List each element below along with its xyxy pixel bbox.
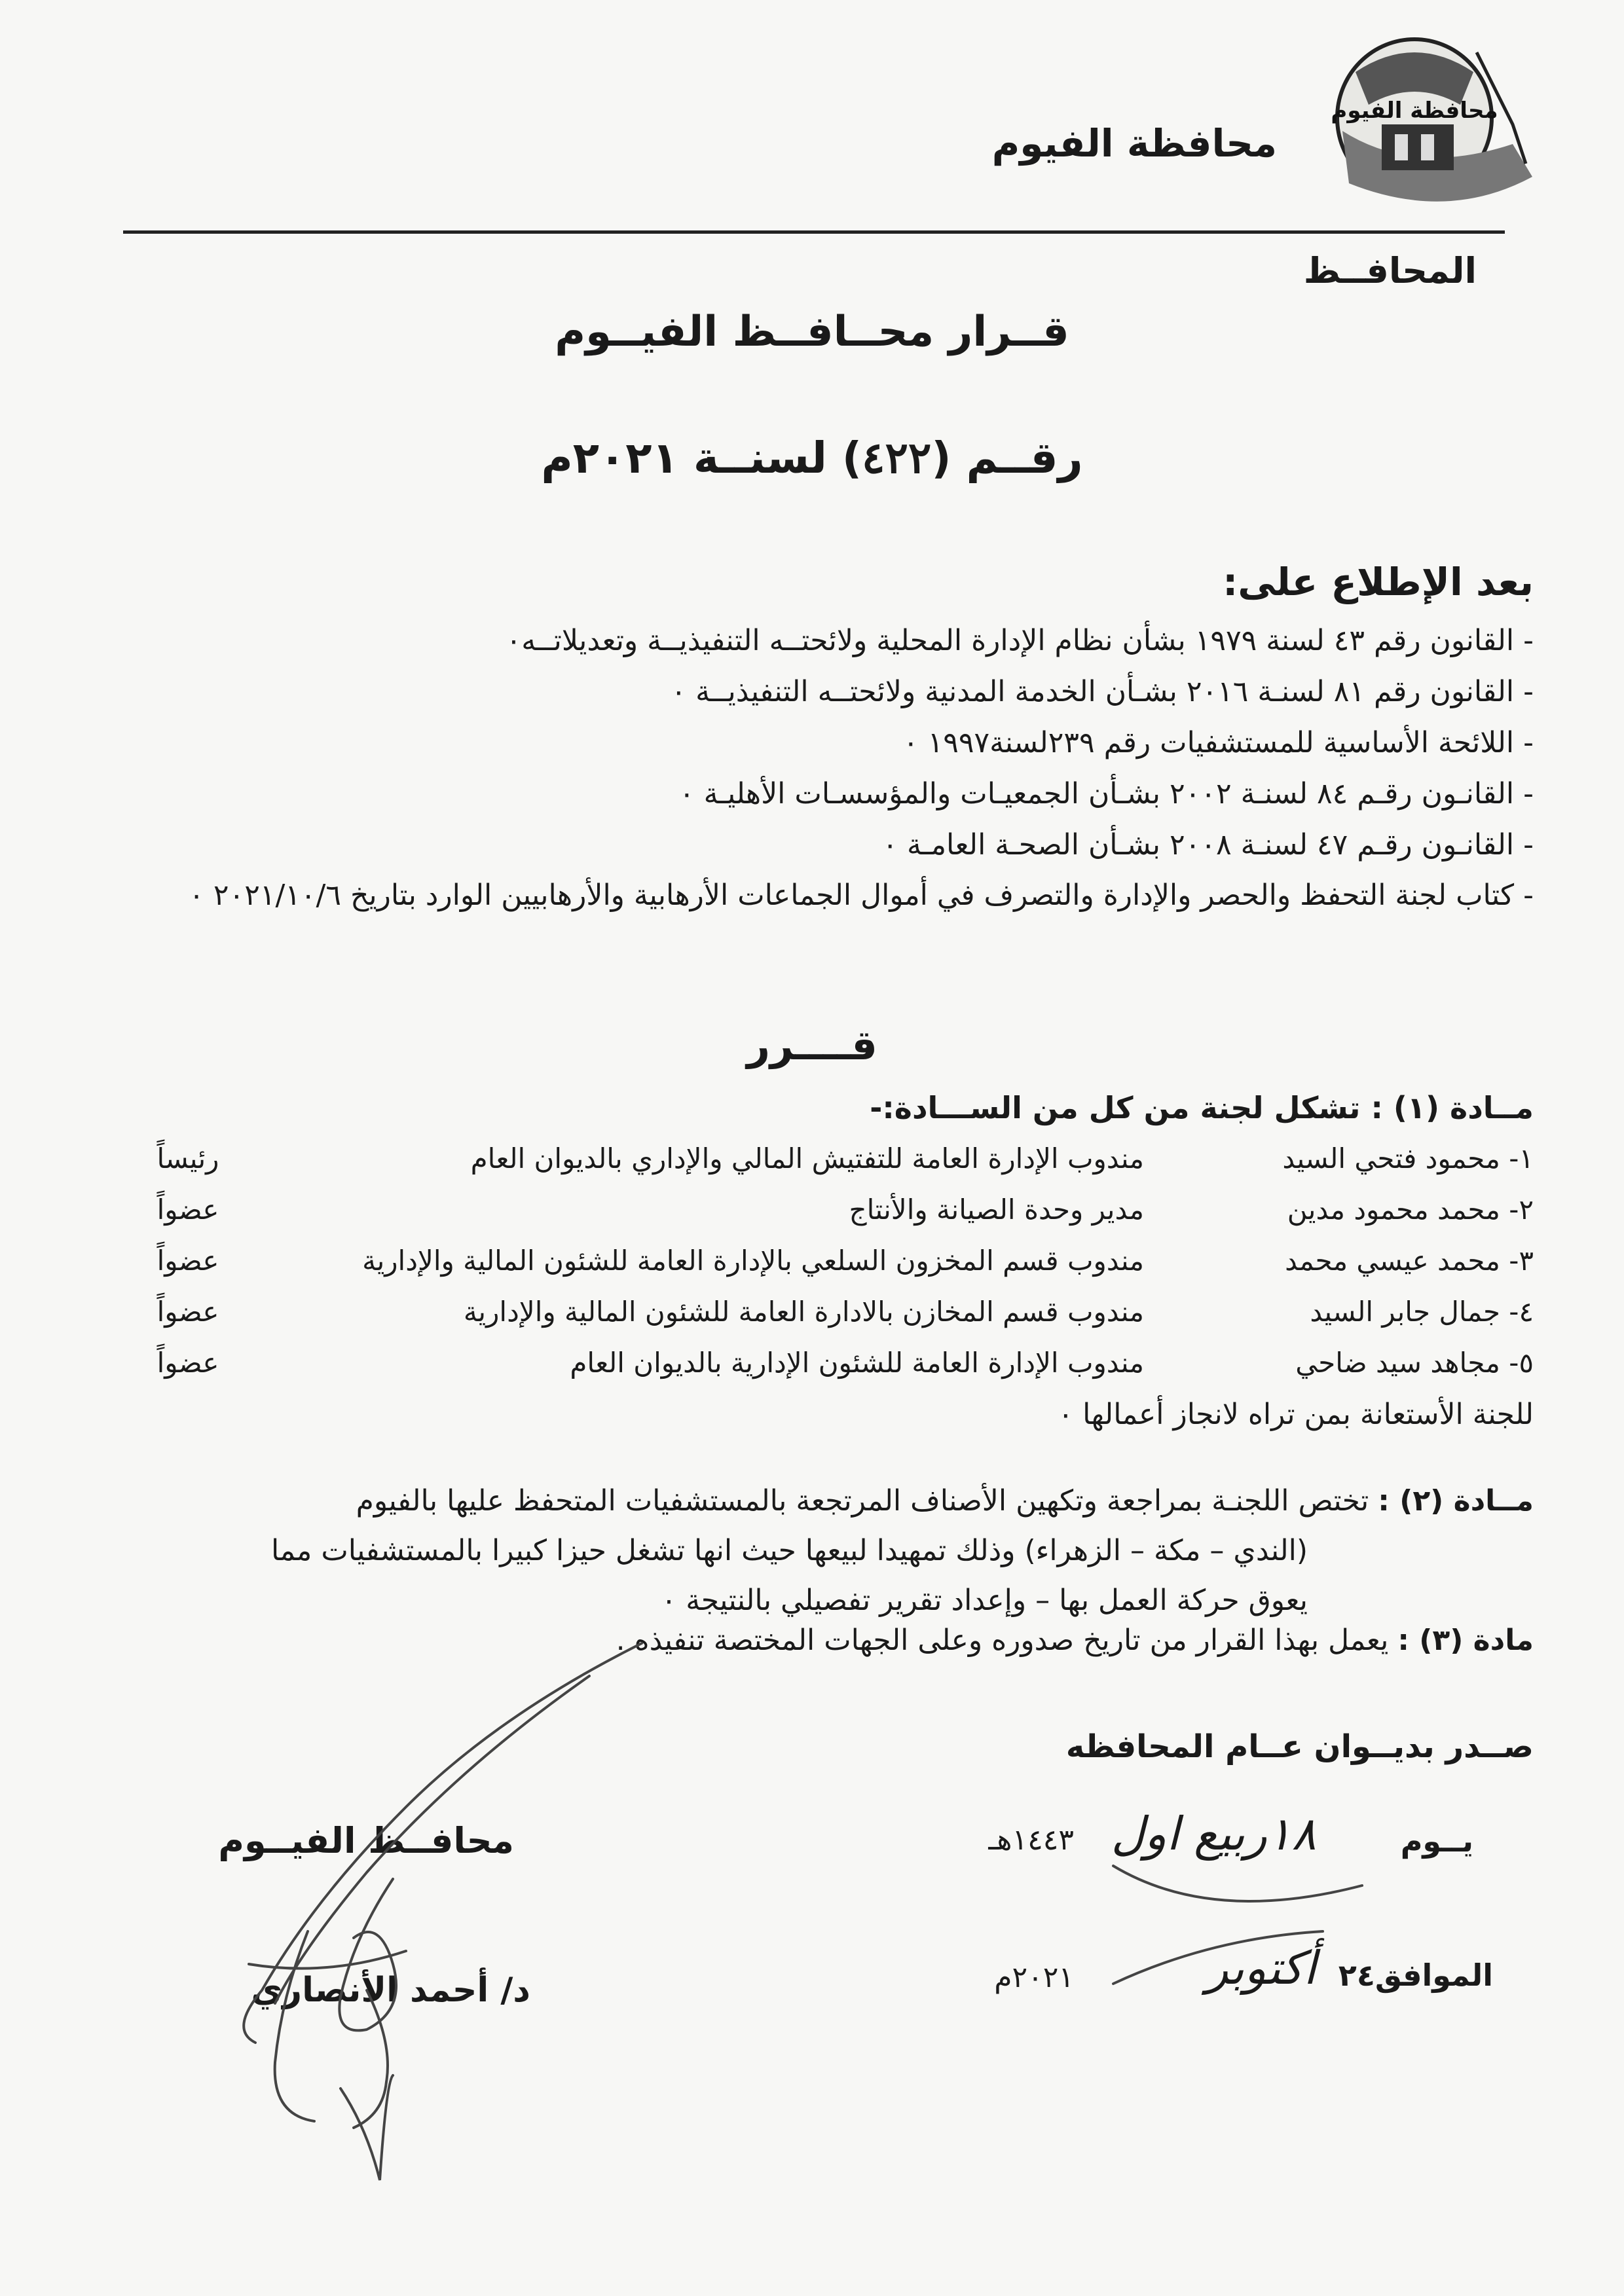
hijri-year: ١٤٤٣هـ xyxy=(988,1823,1074,1857)
decision-number-value: ٤٢٢ xyxy=(862,432,932,483)
article-2 xyxy=(93,1476,1534,1626)
committee-members xyxy=(139,1142,1534,1398)
day-label: يــوم xyxy=(1400,1823,1473,1859)
article-3 xyxy=(616,1624,1534,1657)
decision-title: قــرار محــافــظ الفيــوم xyxy=(555,308,1069,356)
member-role: عضواً xyxy=(157,1347,219,1379)
member-row xyxy=(139,1347,1534,1398)
member-role: عضواً xyxy=(157,1194,219,1226)
member-name: ٣- محمد عيسي محمد xyxy=(1285,1245,1534,1277)
member-row xyxy=(139,1142,1534,1194)
logo-text: محافظة الفيوم xyxy=(1331,98,1498,124)
article-3-text: يعمل بهذا القرار من تاريخ صدوره وعلى الجهات المختصة تنفيذه . xyxy=(616,1624,1389,1657)
member-name: ١- محمود فتحي السيد xyxy=(1282,1142,1534,1175)
decision-number xyxy=(0,432,1624,483)
corresponding-label: الموافق٢٤ xyxy=(1338,1958,1493,1993)
gregorian-date-handwritten: أكتوبر xyxy=(1206,1941,1316,1995)
member-role: رئيساً xyxy=(157,1142,219,1175)
governorate-name: محافظة الفيوم xyxy=(991,121,1277,166)
member-row xyxy=(139,1194,1534,1245)
member-name: ٥- مجاهد سيد ضاحي xyxy=(1295,1347,1534,1379)
article-2-label: مــادة (٢) : xyxy=(1378,1484,1534,1518)
decision-number-prefix: رقــم ( xyxy=(931,433,1083,483)
article-2-line: يعوق حركة العمل بها – وإعداد تقرير تفصيلي بالنتيجة ٠ xyxy=(661,1584,1308,1617)
member-name: ٢- محمد محمود مدين xyxy=(1287,1194,1534,1226)
preamble-item: - كتاب لجنة التحفظ والحصر والإدارة والتصرف في أموال الجماعات الأرهابية والأرهابيين الوارد بتاريخ ٢٠٢١/١٠/٦ ٠ xyxy=(189,879,1534,912)
member-position: مندوب قسم المخازن بالادارة العامة للشئون المالية والإدارية xyxy=(463,1296,1144,1328)
signatory-name: د/ أحمد الأنصاري xyxy=(251,1971,530,2010)
member-position: مندوب الإدارة العامة للتفتيش المالي والإداري بالديوان العام xyxy=(470,1142,1144,1175)
member-position: مندوب الإدارة العامة للشئون الإدارية بالديوان العام xyxy=(570,1347,1144,1379)
issued-at: صــدر بديــوان عــام المحافظه xyxy=(1065,1728,1534,1765)
decision-number-suffix: ) لسنــة ٢٠٢١م xyxy=(541,433,862,483)
member-role: عضواً xyxy=(157,1245,219,1277)
gregorian-year: ٢٠٢١م xyxy=(994,1961,1074,1994)
preamble-list xyxy=(73,615,1534,920)
article-2-line: (الندي – مكة – الزهراء) وذلك تمهيدا لبيعها حيث انها تشغل حيزا كبيرا بالمستشفيات مما xyxy=(270,1534,1308,1567)
signatory-title: محافــظ الفيــوم xyxy=(218,1820,514,1861)
decided-heading: قــــرر xyxy=(747,1021,877,1069)
header-divider xyxy=(123,230,1505,234)
member-position: مندوب قسم المخزون السلعي بالإدارة العامة للشئون المالية والإدارية xyxy=(362,1245,1144,1277)
member-row xyxy=(139,1296,1534,1347)
preamble-item: - القانـون رقـم ٤٧ لسنـة ٢٠٠٨ بشـأن الصحـة العامـة ٠ xyxy=(882,828,1534,862)
governorate-seal-icon xyxy=(1316,26,1539,216)
article-1-label: مــادة (١) : تشكل لجنة من كل من الســـادة:- xyxy=(870,1090,1534,1125)
preamble-item: - القانون رقم ٨١ لسنـة ٢٠١٦ بشـأن الخدمة المدنية ولائحتــه التنفيذيــة ٠ xyxy=(671,675,1534,708)
hijri-date-handwritten: ١٨ربيع اول xyxy=(1111,1807,1316,1861)
member-role: عضواً xyxy=(157,1296,219,1328)
article-2-line: تختص اللجنـة بمراجعة وتكهين الأصناف المرتجعة بالمستشفيات المتحفظ عليها بالفيوم xyxy=(356,1484,1369,1518)
role-title: المحافــظ xyxy=(1303,250,1477,291)
article-3-label: مادة (٣) : xyxy=(1397,1624,1534,1657)
preamble-heading: بعد الإطلاع على: xyxy=(1223,560,1534,604)
member-position: مدير وحدة الصيانة والأنتاج xyxy=(849,1194,1144,1226)
preamble-item: - القانون رقم ٤٣ لسنة ١٩٧٩ بشأن نظام الإدارة المحلية ولائحتــه التنفيذيــة وتعديلاتــه٠ xyxy=(506,624,1534,657)
assist-note: للجنة الأستعانة بمن تراه لانجاز أعمالها ٠ xyxy=(1058,1398,1534,1431)
member-name: ٤- جمال جابر السيد xyxy=(1310,1296,1534,1328)
preamble-item: - اللائحة الأساسية للمستشفيات رقم ٢٣٩لسنة١٩٩٧ ٠ xyxy=(903,726,1534,759)
preamble-item: - القانـون رقـم ٨٤ لسنـة ٢٠٠٢ بشـأن الجمعيـات والمؤسسـات الأهليـة ٠ xyxy=(678,777,1534,811)
member-row xyxy=(139,1245,1534,1296)
